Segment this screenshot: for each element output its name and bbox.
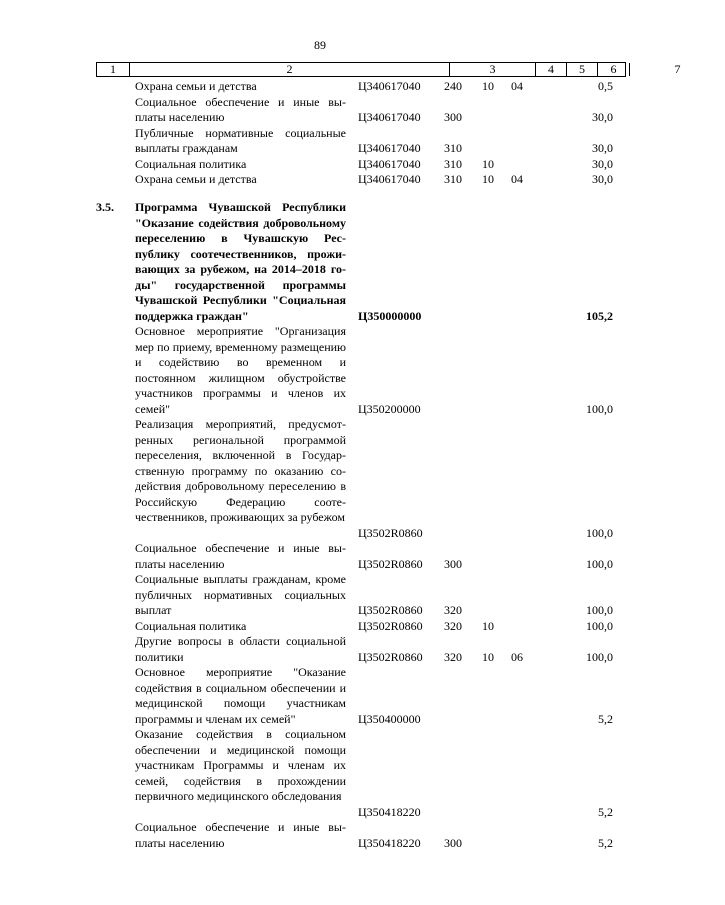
row-code: Ц350418220: [358, 835, 421, 850]
row-name: Основное мероприятие "Оказание содействия в социальном обеспечении и медицинской помощи участникам программы и членам их семей": [135, 665, 346, 726]
row-code: Ц3502R0860: [358, 649, 423, 664]
row-rz: 300: [444, 556, 462, 571]
header-col-6: 6: [598, 63, 630, 76]
row-name: Реализация мероприятий, предусмотренных региональной программой переселения, включенной в Государственную программу по оказанию содействия добровольному переселению в Российскую Федерацию соотечественников, проживающих за рубежом: [135, 417, 346, 524]
row-sum: 30,0: [592, 172, 613, 186]
row-code: Ц340617040: [358, 110, 421, 124]
header-col-7: 7: [674, 62, 681, 76]
row-rz: 320: [444, 649, 462, 664]
row-rz: 320: [444, 618, 462, 633]
row-sum: 100,0: [586, 556, 613, 571]
row-name: Основное мероприятие "Организация мер по приему, временному размещению и содействию во временном и постоянном жилищном обустройстве участников программы и членов их семей": [135, 324, 346, 416]
row-vr: 04: [511, 172, 523, 186]
table-header: [96, 62, 681, 77]
row-rz: 310: [444, 172, 462, 186]
row-sum: 100,0: [586, 603, 613, 617]
row-pr: 10: [482, 172, 494, 186]
row-rz: 300: [444, 110, 462, 124]
row-name: Социальная политика: [135, 618, 247, 633]
row-name: Социальные выплаты гражданам, кроме публичных нормативных социальных выплат: [135, 572, 346, 617]
row-sum: 0,5: [598, 79, 613, 93]
row-code: Ц340617040: [358, 141, 421, 155]
header-col-5: 5: [567, 63, 598, 76]
row-name: Социальное обеспечение и иные выплаты населению: [135, 94, 346, 124]
row-code: Ц340617040: [358, 172, 421, 186]
row-code: Ц350000000: [358, 308, 422, 323]
row-pr: 10: [482, 649, 494, 664]
row-rz: 320: [444, 603, 462, 617]
row-sum: 100,0: [586, 649, 613, 664]
row-rz: 240: [444, 79, 462, 93]
header-col-3: 3: [450, 63, 536, 76]
row-pr: 10: [482, 156, 494, 171]
row-sum: 5,2: [598, 835, 613, 850]
row-vr: 06: [511, 649, 523, 664]
row-code: Ц3502R0860: [358, 618, 423, 633]
row-name: Охрана семьи и детства: [135, 79, 257, 93]
header-col-2: 2: [130, 63, 450, 76]
row-code: Ц340617040: [358, 156, 421, 171]
row-code: Ц350400000: [358, 711, 421, 726]
row-sum: 100,0: [586, 525, 613, 540]
row-code: Ц350200000: [358, 401, 421, 416]
row-rz: 310: [444, 156, 462, 171]
row-code: Ц3502R0860: [358, 603, 423, 617]
page-number: 89: [314, 38, 326, 52]
row-code: Ц350418220: [358, 804, 421, 819]
row-sum: 30,0: [592, 141, 613, 155]
row-sum: 100,0: [586, 618, 613, 633]
row-name: Социальное обеспечение и иные выплаты населению: [135, 541, 346, 571]
row-code: Ц340617040: [358, 79, 421, 93]
row-name: Социальная политика: [135, 156, 247, 171]
row-sum: 30,0: [592, 156, 613, 171]
row-name: Программа Чувашской Республики "Оказание содействия добровольному переселению в Чувашскую Республику соотечественников, проживающих за рубежом, на 2014–2018 годы" государственной программы Чувашской Республики "Социальная поддержка граждан": [135, 200, 346, 323]
row-sum: 5,2: [598, 804, 613, 819]
row-name: Охрана семьи и детства: [135, 172, 257, 186]
row-sum: 30,0: [592, 110, 613, 124]
row-number: 3.5.: [96, 200, 114, 214]
row-sum: 105,2: [586, 308, 613, 323]
row-pr: 10: [482, 618, 494, 633]
row-sum: 5,2: [598, 711, 613, 726]
row-sum: 100,0: [586, 401, 613, 416]
row-pr: 10: [482, 79, 494, 93]
row-name: Оказание содействия в социальном обеспечении и медицинской помощи участникам Программы и членам их семей, содействия в прохождении первичного медицинского обследования: [135, 727, 346, 803]
header-col-1: 1: [97, 63, 130, 76]
row-vr: 04: [511, 79, 523, 93]
row-code: Ц3502R0860: [358, 556, 423, 571]
header-col-4: 4: [536, 63, 567, 76]
row-name: Социальное обеспечение и иные выплаты населению: [135, 820, 346, 850]
row-name: Другие вопросы в области социальной политики: [135, 634, 346, 664]
row-rz: 310: [444, 141, 462, 155]
row-code: Ц3502R0860: [358, 525, 423, 540]
row-rz: 300: [444, 835, 462, 850]
row-name: Публичные нормативные социальные выплаты гражданам: [135, 125, 346, 155]
